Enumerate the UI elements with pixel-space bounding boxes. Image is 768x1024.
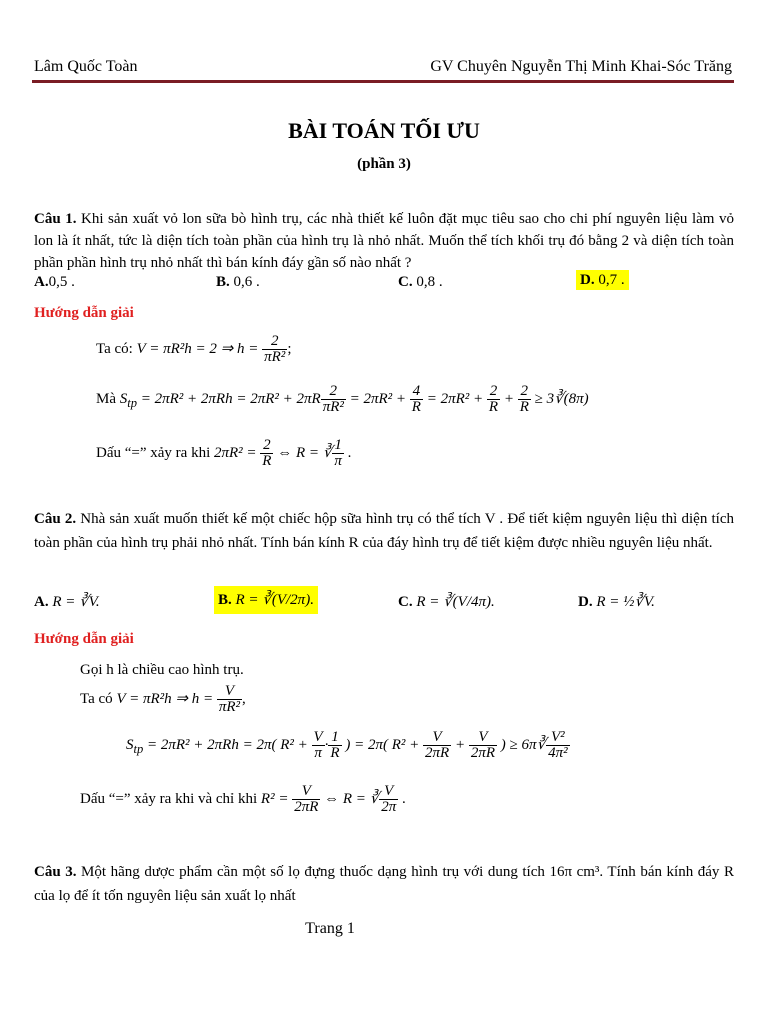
- q1-option-d: D. 0,7 .: [576, 272, 629, 289]
- q1-guide-heading: Hướng dẫn giải: [34, 305, 134, 321]
- q1-option-c: C. 0,8 .: [398, 274, 443, 290]
- q2-solution-line-4: Dấu “=” xảy ra khi và chỉ khi R² = $\frac{V}{2\pi R}$ ⇔ R = ∛ $\frac{V}{2\pi}$ .: [80, 783, 406, 815]
- question-1: [34, 208, 734, 274]
- q2-option-b: B. R = ∛(V/2π).: [214, 590, 318, 609]
- q1-option-a: A.0,5 .: [34, 274, 75, 290]
- question-1-label: Câu 1.: [34, 211, 77, 227]
- question-3: [34, 860, 734, 908]
- q2-solution-line-3: $S_{tp} = 2\pi R^2 + 2\pi Rh = 2\pi$( R² + $\frac{V}{\pi}$ · $\frac{1}{R}$ ) = 2π( R² + $\frac{V}{2\pi R}$ + $\frac{V}{2\pi R}$ ) ≥ 6π∛ $\frac{\text{V²}}{\text{4π²}}$: [126, 729, 568, 761]
- q2-solution-line-2: Ta có V = πR²h ⇒ h = $\frac{V}{\text{πR²}}$ ,: [80, 683, 246, 715]
- question-3-label: Câu 3.: [34, 864, 77, 880]
- q2-solution-line-1: Gọi h là chiều cao hình trụ.: [80, 662, 244, 678]
- q2-guide-heading: Hướng dẫn giải: [34, 631, 134, 647]
- question-2-text: Nhà sản xuất muốn thiết kế một chiếc hộp sữa hình trụ có thể tích V . Để tiết kiệm nguyên liệu thì diện tích toàn phần của hình trụ phải nhỏ nhất. Tính bán kính R của đáy hình trụ để tiết kiệm được nhiều nguyên liệu nhất.: [34, 511, 734, 551]
- q1-solution-line-2: Mà $S_{tp} = 2\pi R^2 + 2\pi Rh = 2\pi R^2 + 2\pi R$ $\frac{2}{\text{πR²}}$ = 2πR² + $\frac{4}{R}$ = 2πR² + $\frac{2}{R}$ + $\frac{2}{R}$ ≥ 3∛(8π): [96, 383, 589, 415]
- q1-solution-line-3: Dấu “=” xảy ra khi 2πR² = $\frac{2}{R}$ ⇔ R = ∛ $\frac{1}{\pi}$ .: [96, 437, 352, 469]
- q1-option-b: B. 0,6 .: [216, 274, 260, 290]
- question-2-label: Câu 2.: [34, 511, 77, 527]
- page-subtitle: (phần 3): [357, 156, 411, 172]
- q2-option-a: A. R = ∛V.: [34, 594, 100, 610]
- header-author: Lâm Quốc Toàn: [34, 58, 138, 75]
- q2-option-d: D. R = ½∛V.: [578, 594, 655, 610]
- page-number: Trang 1: [305, 920, 355, 937]
- question-2: [34, 507, 734, 555]
- header-rule: [32, 80, 734, 83]
- q2-option-c: C. R = ∛(V/4π).: [398, 594, 495, 610]
- page-title: BÀI TOÁN TỐI ƯU: [288, 118, 480, 143]
- header-school: GV Chuyên Nguyễn Thị Minh Khai-Sóc Trăng: [430, 58, 732, 75]
- question-1-text: Khi sản xuất vỏ lon sữa bò hình trụ, các nhà thiết kế luôn đặt mục tiêu sao cho chi phí nguyên liệu làm vỏ lon là ít nhất, tức là diện tích toàn phần của hình trụ là nhỏ nhất. Muốn thể tích khối trụ đó bằng 2 và diện tích toàn phần phần hình trụ nhỏ nhất thì bán kính đáy gần số nào nhất ?: [34, 211, 734, 271]
- question-3-text: Một hãng dược phẩm cần một số lọ đựng thuốc dạng hình trụ với dung tích 16π cm³. Tính bán kính đáy R của lọ để ít tốn nguyên liệu sản xuất lọ nhất: [34, 864, 734, 904]
- q1-solution-line-1: Ta có: V = πR²h = 2 ⇒ h = $\frac{2}{\text{πR²}}$ ;: [96, 333, 292, 365]
